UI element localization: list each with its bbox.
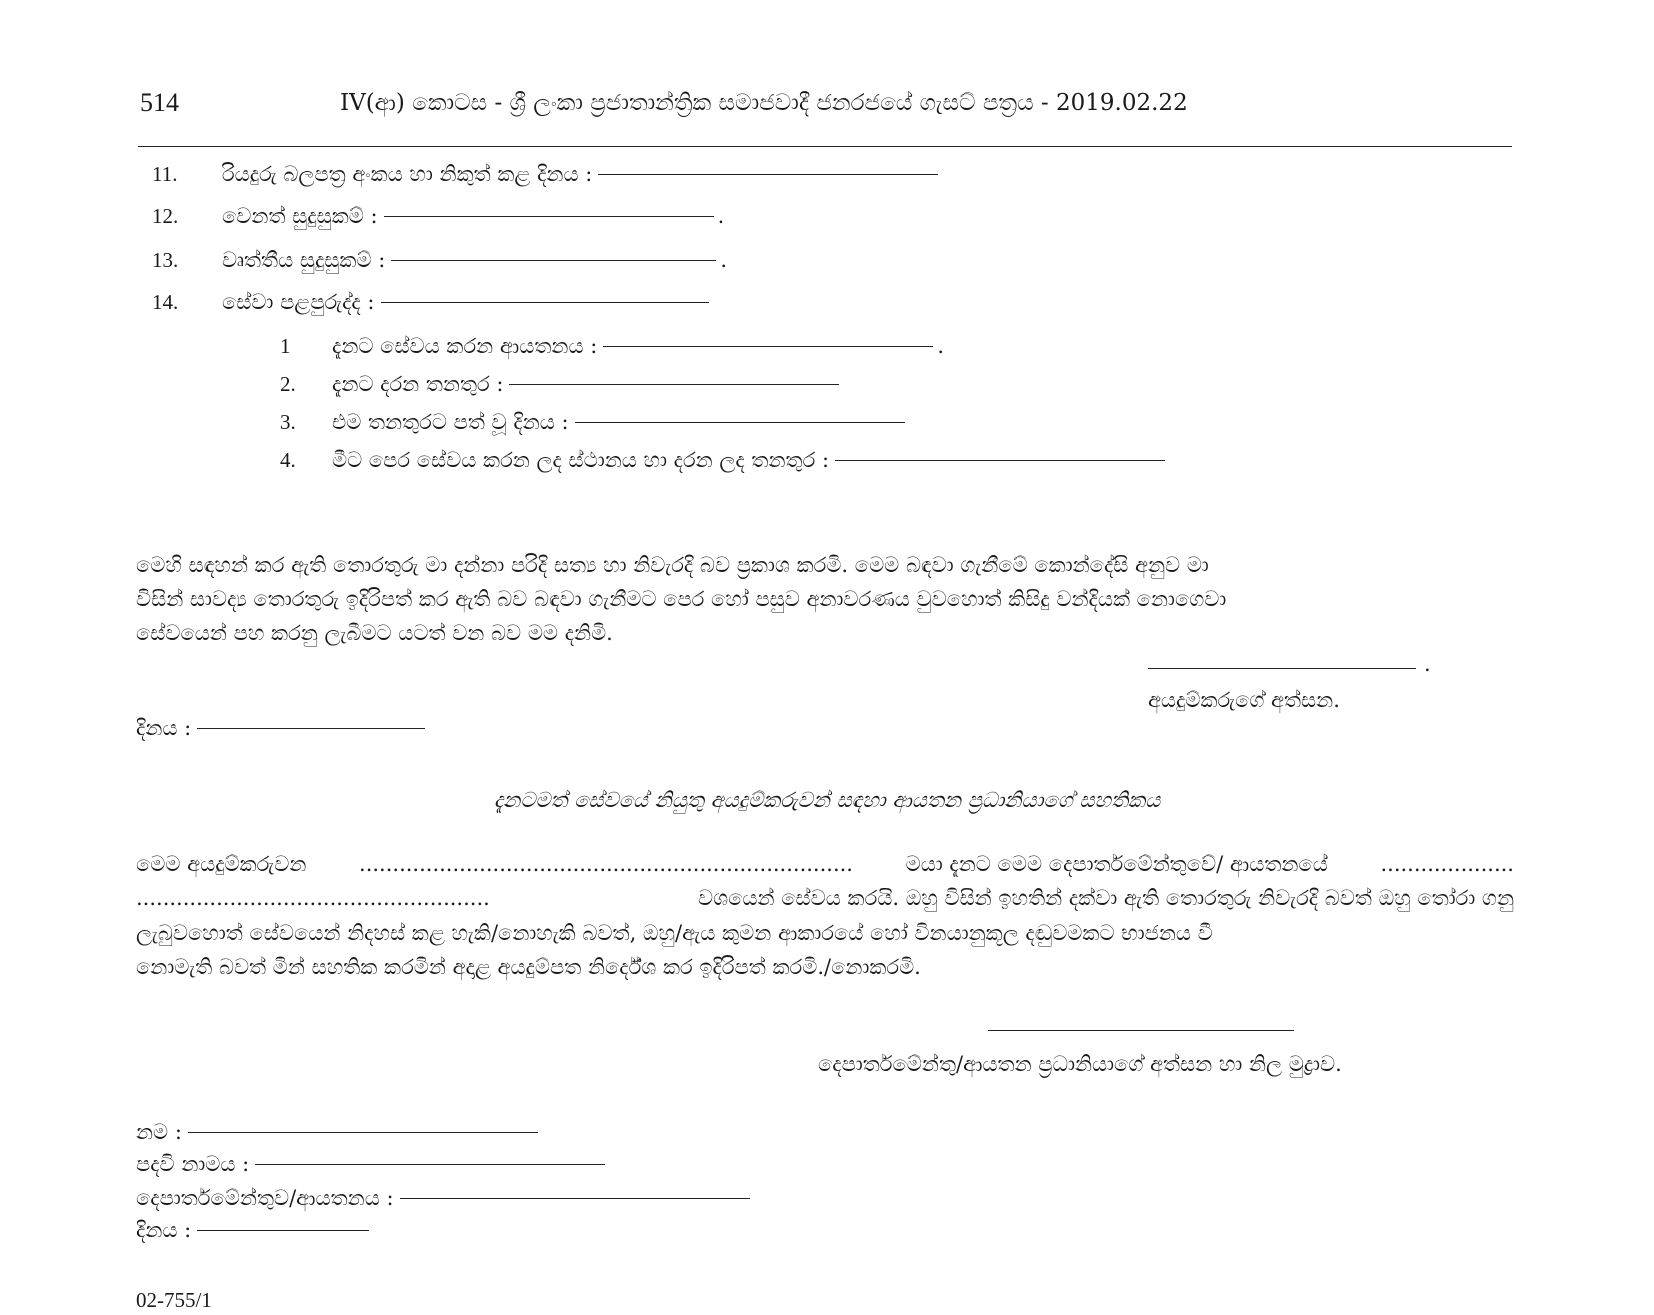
applicant-signature-line[interactable] <box>1148 668 1416 669</box>
item-number: 14. <box>152 290 179 314</box>
item-label: එම තනතුරට පත් වූ දිනය : <box>332 410 569 434</box>
footer-date-field <box>136 1218 369 1243</box>
form-subitem-3 <box>280 410 905 435</box>
declaration-line: සේවයෙන් පහ කරනු ලැබීමට යටත් වන බව මම දනිමි. <box>136 621 613 645</box>
date-fill-line[interactable] <box>197 728 425 729</box>
item-number: 13. <box>152 248 179 272</box>
item-number: 12. <box>152 204 179 228</box>
header-divider <box>138 146 1512 147</box>
item-label: මීට පෙර සේවය කරන ලද ස්ථානය හා දරන ලද තනතුර : <box>332 448 830 472</box>
department-fill-line[interactable] <box>400 1198 750 1199</box>
form-item-13 <box>152 248 727 273</box>
declaration-paragraph <box>136 548 1514 650</box>
field-label: පදවි නාමය : <box>136 1152 250 1176</box>
head-signature-caption: දෙපාර්තමේන්තු/ආයතන ප්‍රධානියාගේ අත්සන හා නිල මුද්‍රාව. <box>818 1052 1342 1076</box>
footer-date-fill-line[interactable] <box>197 1230 369 1231</box>
fill-in-line[interactable] <box>381 302 709 303</box>
form-item-14 <box>152 290 709 315</box>
form-subitem-1 <box>280 334 944 359</box>
form-subitem-2 <box>280 372 839 397</box>
field-label: නම : <box>136 1120 182 1144</box>
item-label: වෙනත් සුදුසුකම් : <box>222 204 378 228</box>
applicant-signature-caption: අයදුම්කරුගේ අත්සන. <box>1148 688 1340 712</box>
gazette-header-title: IV(ආ) කොටස - ශ්‍රී ලංකා ප්‍රජාතාන්ත්‍රික සමාජවාදී ජනරජයේ ගැසට් පත්‍රය - 2019.02.22 <box>340 90 1188 116</box>
head-signature-line[interactable] <box>988 1030 1294 1031</box>
form-item-12 <box>152 204 724 229</box>
certificate-line: නොමැති බවත් මින් සහතික කරමින් අදාළ අයදුම්පත නිර්දේශ කර ඉදිරිපත් කරමි./නොකරමි. <box>136 955 921 979</box>
certificate-paragraph <box>136 916 1514 984</box>
department-blank[interactable]: .................... <box>1380 852 1514 876</box>
name-fill-line[interactable] <box>188 1132 538 1133</box>
signature-end-dot: . <box>1424 652 1431 676</box>
item-label: සේවා පළපුරුද්ද : <box>222 290 375 314</box>
item-number: 2. <box>280 372 296 396</box>
designation-blank[interactable]: ..................................................... <box>136 886 490 910</box>
form-item-11 <box>152 162 938 187</box>
footer-reference-code: 02-755/1 <box>136 1288 212 1312</box>
certificate-heading: දැනටමත් සේවයේ නියුතු අයදුම්කරුවන් සඳහා ආයතන ප්‍රධානියාගේ සහතිකය <box>493 788 1161 812</box>
fill-in-line[interactable] <box>509 384 839 385</box>
item-number: 3. <box>280 410 296 434</box>
date-label: දිනය : <box>136 716 192 740</box>
field-label: දෙපාර්තමේන්තුව/ආයතනය : <box>136 1186 394 1210</box>
fill-in-line[interactable] <box>384 216 714 217</box>
item-number: 1 <box>280 334 291 358</box>
designation-field <box>136 1152 605 1177</box>
fill-in-line[interactable] <box>598 174 938 175</box>
item-number: 4. <box>280 448 296 472</box>
name-field <box>136 1120 538 1145</box>
end-dot: . <box>717 204 725 228</box>
end-dot: . <box>720 248 727 272</box>
item-label: දැනට සේවය කරන ආයතනය : <box>332 334 598 358</box>
item-number: 11. <box>152 162 178 186</box>
fill-in-line[interactable] <box>575 422 905 423</box>
item-label: රියදුරු බලපත්‍ර අංකය හා නිකුත් කළ දිනය : <box>222 162 593 186</box>
item-label: දැනට දරන තනතුර : <box>332 372 504 396</box>
certificate-text: වශයෙන් සේවය කරයි. ඔහු විසින් ඉහතින් දක්වා ඇති තොරතුරු නිවැරදි බවත් ඔහු තෝරා ගනු <box>698 886 1514 910</box>
certificate-line-2 <box>136 886 1514 911</box>
certificate-text: මෙම අයදුම්කරුවන <box>136 852 307 876</box>
certificate-line-1 <box>136 852 1514 877</box>
form-subitem-4 <box>280 448 1165 473</box>
declaration-line: මෙහි සඳහන් කර ඇති තොරතුරු මා දන්නා පරිදි සත්‍ය හා නිවැරදි බව ප්‍රකාශ කරමි. මෙම බඳවා ගැනීමේ කොන්දේසි අනුව මා <box>136 553 1209 577</box>
certificate-line: ලැබුවහොත් සේවයෙන් නිදහස් කළ හැකි/නොහැකි බවත්, ඔහු/ඇය කුමන ආකාරයේ හෝ විනයානුකූල දඬුවමකට භාජනය වී <box>136 921 1213 945</box>
fill-in-line[interactable] <box>391 260 716 261</box>
page-number: 514 <box>140 88 179 117</box>
designation-fill-line[interactable] <box>255 1164 605 1165</box>
certificate-text: මයා දැනට මෙම දෙපාර්තමේන්තුවේ/ ආයතනයේ <box>905 852 1328 876</box>
applicant-name-blank[interactable]: .......................................................................... <box>359 852 853 876</box>
item-label: වෘත්තීය සුදුසුකම් : <box>222 248 386 272</box>
declaration-date-field <box>136 716 425 741</box>
fill-in-line[interactable] <box>835 460 1165 461</box>
fill-in-line[interactable] <box>603 346 933 347</box>
declaration-line: විසින් සාවද්‍ය තොරතුරු ඉදිරිපත් කර ඇති බව බඳවා ගැනීමට පෙර හෝ පසුව අනාවරණය වුවහොත් කිසිදු වන්දියක් නොගෙවා <box>136 587 1227 611</box>
department-field <box>136 1186 750 1211</box>
end-dot: . <box>937 334 944 358</box>
field-label: දිනය : <box>136 1218 192 1242</box>
